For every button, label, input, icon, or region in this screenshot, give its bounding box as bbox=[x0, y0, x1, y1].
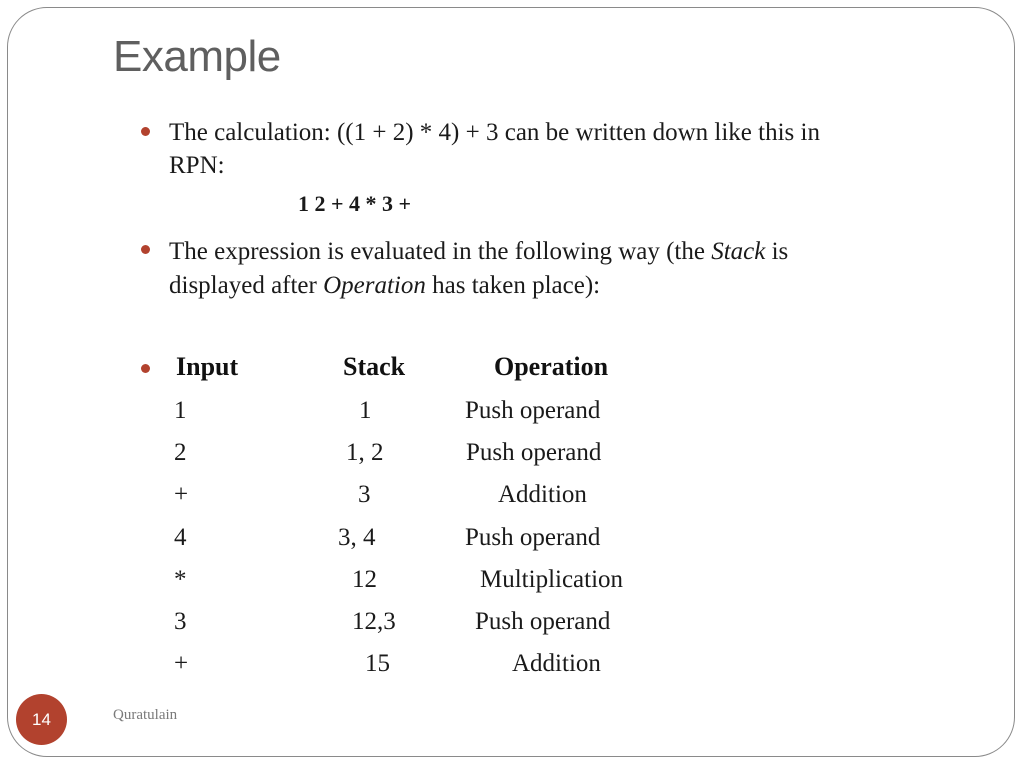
table-cell-operation: Push operand bbox=[466, 439, 602, 466]
footer-author: Quratulain bbox=[113, 707, 178, 723]
page-number-badge bbox=[16, 694, 67, 745]
table-cell-input: 3 bbox=[174, 608, 187, 635]
table-header-operation: Operation bbox=[494, 352, 609, 381]
bullet-marker bbox=[141, 127, 150, 136]
table-cell-stack: 15 bbox=[365, 650, 390, 677]
rpn-expression: 1 2 + 4 * 3 + bbox=[298, 191, 412, 216]
table-header-input: Input bbox=[176, 352, 239, 381]
table-cell-operation: Addition bbox=[498, 481, 587, 508]
table-cell-operation: Push operand bbox=[465, 524, 601, 551]
table-cell-input: + bbox=[174, 650, 189, 677]
bullet-1-line-1: The calculation: ((1 + 2) * 4) + 3 can be written down like this in bbox=[169, 119, 820, 146]
table-cell-input: 4 bbox=[174, 524, 187, 551]
table-cell-stack: 12,3 bbox=[352, 608, 396, 635]
table-cell-stack: 3, 4 bbox=[338, 524, 376, 551]
bullet-1-line-2: RPN: bbox=[169, 152, 225, 179]
bullet-marker bbox=[141, 245, 150, 254]
table-cell-stack: 12 bbox=[352, 566, 377, 593]
table-cell-operation: Addition bbox=[512, 650, 601, 677]
table-cell-stack: 1 bbox=[359, 397, 372, 424]
table-cell-input: 1 bbox=[174, 397, 187, 424]
bullet-2-line-2: displayed after Operation has taken place): bbox=[169, 272, 601, 299]
page-number: 14 bbox=[32, 709, 51, 729]
table-cell-operation: Multiplication bbox=[480, 566, 624, 593]
table-cell-stack: 1, 2 bbox=[346, 439, 384, 466]
table-cell-stack: 3 bbox=[358, 481, 371, 508]
bullet-marker bbox=[141, 364, 150, 373]
table-cell-operation: Push operand bbox=[465, 397, 601, 424]
table-cell-operation: Push operand bbox=[475, 608, 611, 635]
table-header-stack: Stack bbox=[343, 352, 406, 381]
table-cell-input: 2 bbox=[174, 439, 187, 466]
table-cell-input: + bbox=[174, 481, 189, 508]
bullet-2-line-1: The expression is evaluated in the following way (the Stack is bbox=[169, 238, 789, 265]
slide-title: Example bbox=[113, 32, 281, 81]
table-cell-input: * bbox=[174, 566, 187, 593]
